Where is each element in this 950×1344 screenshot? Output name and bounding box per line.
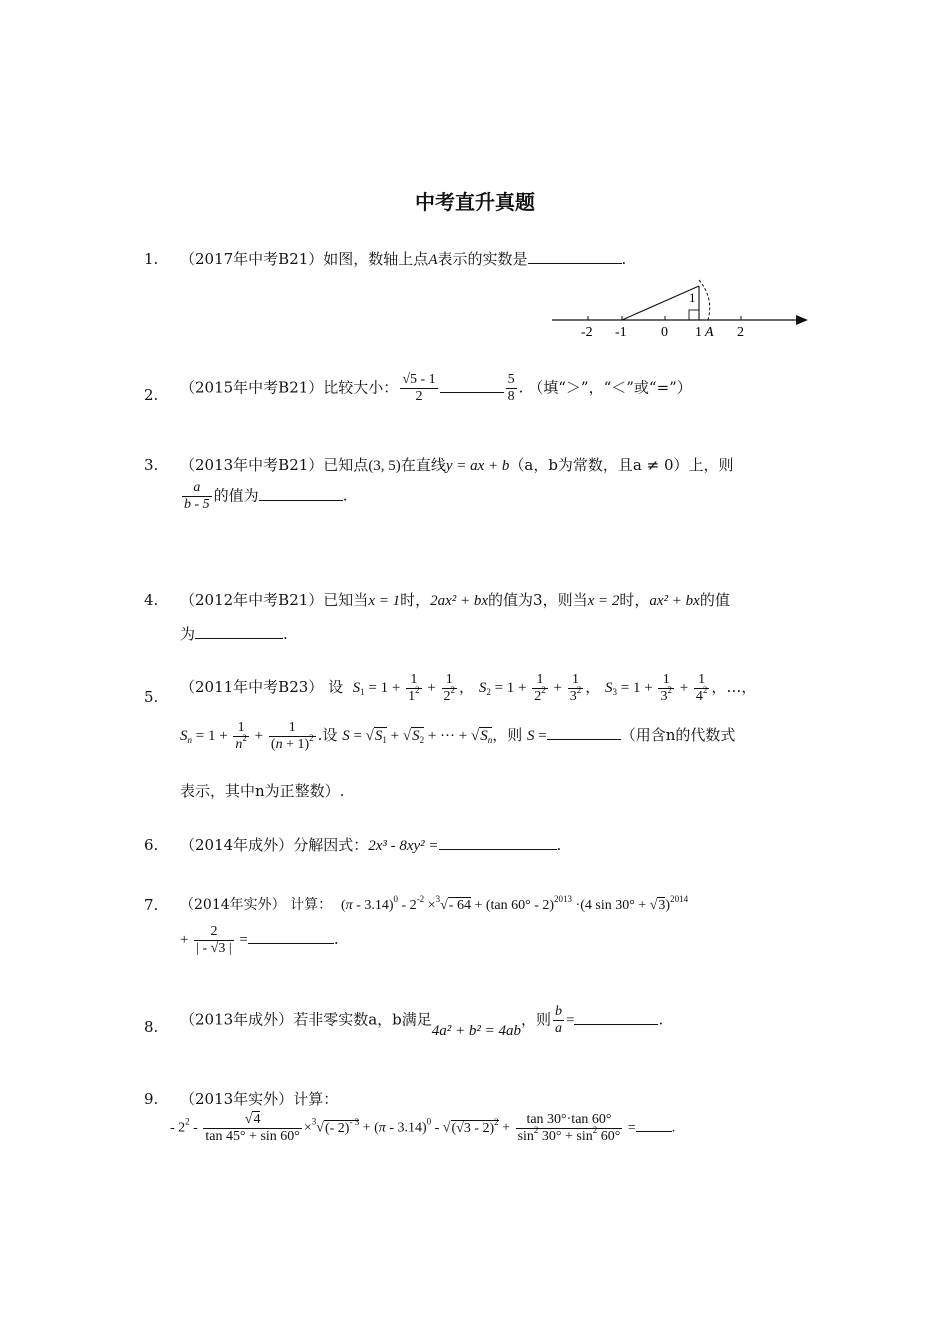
answer-blank[interactable] — [528, 249, 622, 264]
expression-1: 2ax² + bx — [430, 593, 489, 609]
equation: 4a² + b² = 4ab — [431, 1022, 521, 1039]
question-text-2: 表示的实数是 — [437, 250, 528, 268]
period: . — [621, 250, 627, 268]
answer-blank[interactable] — [547, 725, 621, 740]
question-source: （2012年中考B21） — [180, 591, 324, 609]
question-source: （2013年中考B21） — [180, 456, 324, 474]
text: 的值为3，则当 — [488, 591, 588, 609]
period: . — [658, 1010, 664, 1029]
question-text: 计算： — [290, 897, 333, 913]
expression: 2x³ - 8xy² = — [368, 838, 439, 854]
sn-formula: $S_n = 1$ + $\frac{1}{n^2}$ + $\frac{1}{(n + 1)^2}$ — [180, 720, 314, 752]
question-source: （2013年实外） — [180, 1090, 294, 1108]
hint-line-3: 表示，其中n为正整数）. — [180, 782, 345, 800]
tick-label: 2 — [737, 325, 744, 340]
text: 时， — [400, 591, 431, 609]
fraction-2: $\frac{5}{8}$ — [507, 372, 515, 404]
question-text: 比较大小： — [323, 378, 399, 397]
question-text-3: 的值为 — [213, 486, 259, 505]
hint: （填“＞”，“＜”或“=”） — [528, 378, 692, 397]
text: 的值 — [699, 591, 730, 609]
question-7 — [144, 892, 808, 966]
equals: = — [566, 1012, 575, 1029]
number-line-figure — [548, 276, 810, 346]
tick-label: 0 — [661, 325, 668, 340]
question-source: （2013年成外） — [180, 1010, 294, 1029]
period: . — [342, 486, 348, 505]
question-source: （2017年中考B21） — [180, 250, 324, 268]
text: 时， — [619, 591, 650, 609]
condition-1: x = 1 — [368, 593, 401, 609]
hint: （用含n的代数式 — [620, 725, 736, 744]
s3-formula: $S_3 = 1$ + $\frac{1}{3^2}$ + $\frac{1}{4^2}$ — [605, 672, 708, 704]
expression-2: + $\frac{2}{| - √3 |}$ = — [180, 924, 248, 956]
point-label: A — [428, 252, 438, 268]
expression-2: ax² + bx — [649, 593, 700, 609]
fraction-1: $\frac{√5 - 1}{2}$ — [402, 372, 436, 404]
question-number: 7. — [144, 896, 159, 914]
text: 为 — [180, 625, 196, 643]
height-label: 1 — [689, 290, 696, 305]
question-text: 若非零实数a，b满足 — [293, 1010, 432, 1029]
period: . — [556, 836, 562, 854]
question-source: （2014年成外） — [180, 836, 294, 854]
s2-formula: $S_2 = 1$ + $\frac{1}{2^2}$ + $\frac{1}{3^2}$ — [478, 672, 582, 704]
question-9 — [144, 1086, 808, 1158]
question-number: 4. — [144, 591, 159, 609]
answer-blank[interactable] — [195, 624, 283, 639]
tick-label: -2 — [581, 325, 593, 340]
line-equation: y = ax + b — [445, 458, 510, 474]
question-source: （2011年中考B23） — [180, 677, 324, 696]
question-text: 如图，数轴上点 — [323, 250, 429, 268]
question-source: （2015年中考B21） — [180, 378, 324, 397]
question-text-2: 在直线 — [400, 456, 446, 474]
question-5: 5. （2011年中考B23） 设 $S_1 = 1$ + $\frac{1}{1^2}$ + $\frac{1}{2^2}$ ， $S_2 = 1$ + $\frac{1}{2^2}$ + $\frac{1}{3^2}$ ， $S_3 = 1$ + $\frac{1}{3^2}$ + $\frac{1}{4^2}$ ，…， $S_n = 1$ + $\frac{1}{n^2}$ + $\frac{1}{(n + 1)^2}$ .设 $S = √S_1 + √S_2$ + ··· + $√S_n$，则 S = （用含n的代数式 表示，其中n为正整数）. — [144, 672, 757, 800]
answer-blank[interactable] — [440, 378, 504, 393]
text: ，则 — [492, 725, 523, 744]
fraction: $\frac{a}{b - 5}$ — [184, 480, 210, 512]
question-number: 6. — [144, 836, 159, 854]
question-number: 8. — [144, 1018, 159, 1036]
text: ，则 — [520, 1010, 551, 1029]
answer-blank[interactable] — [259, 486, 343, 501]
period: . — [333, 929, 339, 948]
question-number: 5. — [144, 688, 159, 706]
question-1 — [144, 246, 808, 346]
period: . — [283, 625, 288, 643]
expression: - $2^2$ - $\frac{√4}{\tan 45^\circ + \sin 60^\circ}$ ×$^3$√(- 2)$^{- 3}$ + (π - 3.14)$^0$ - √(√3 - 2)$^2$ + $\frac{\tan 30^\circ\cdot\tan 60^\circ}{\sin^2 30^\circ + \sin^2 60^\circ}$ = . — [170, 1112, 676, 1144]
question-text: 分解因式： — [293, 836, 369, 854]
question-4 — [144, 587, 808, 647]
question-number: 3. — [144, 456, 159, 474]
answer-blank[interactable] — [574, 1010, 658, 1025]
question-3 — [144, 452, 808, 528]
answer-blank[interactable] — [248, 929, 334, 944]
page-title: 中考直升真题 — [415, 190, 535, 214]
question-6 — [144, 832, 808, 860]
tick-label: -1 — [615, 325, 627, 340]
question-text: 设 — [328, 677, 344, 696]
question-2 — [144, 372, 808, 418]
question-number: 1. — [144, 250, 159, 268]
point-coord: (3, 5) — [368, 458, 401, 474]
question-number: 2. — [144, 386, 159, 404]
s-answer: S = — [527, 727, 547, 744]
question-text: 已知当 — [323, 591, 369, 609]
point-a-label: A — [705, 325, 714, 340]
text: .设 — [317, 725, 338, 744]
tick-label: 1 — [695, 325, 702, 340]
condition-2: x = 2 — [587, 593, 620, 609]
period: . — [518, 378, 524, 397]
fraction: $\frac{b}{a}$ — [555, 1004, 562, 1036]
question-text: 计算： — [293, 1090, 339, 1108]
answer-blank[interactable] — [439, 835, 557, 850]
expression: $(\pi - 3.14)^0 - 2^{-2} \times^3√-$ 64 + (tan 60° - 2)$^{2013}$ ·(4 sin 30° + √3)$^{2014}$ — [341, 894, 689, 913]
question-8 — [144, 1004, 808, 1050]
period: . — [671, 1120, 676, 1136]
s-sum-formula: $S = √S_1 + √S_2$ + ··· + $√S_n$ — [342, 727, 493, 745]
ellipsis: …， — [726, 677, 757, 696]
s1-formula: $S_1 = 1$ + $\frac{1}{1^2}$ + $\frac{1}{2^2}$ — [352, 672, 456, 704]
condition: （a，b为常数，且a ≠ 0）上，则 — [509, 456, 734, 474]
question-number: 9. — [144, 1090, 159, 1108]
answer-blank[interactable] — [636, 1117, 672, 1132]
question-text: 已知点 — [323, 456, 369, 474]
question-source: （2014年实外） — [180, 897, 286, 913]
